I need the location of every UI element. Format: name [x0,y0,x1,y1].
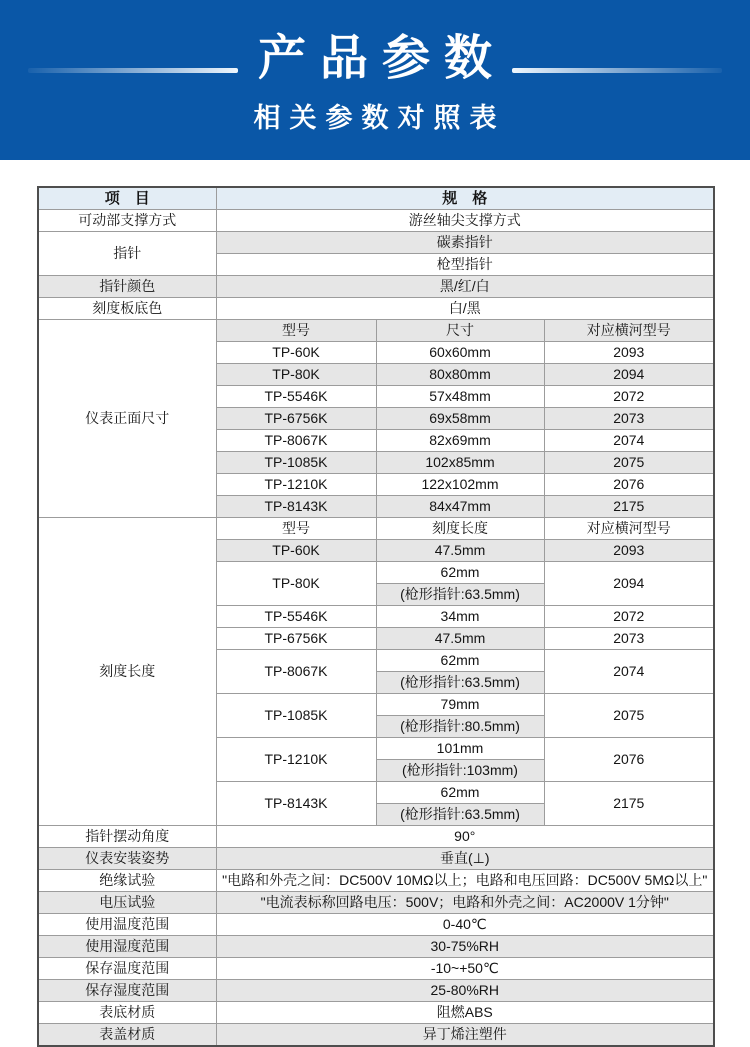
table-row [38,210,714,232]
header-banner [0,0,750,160]
table-row [38,1024,714,1047]
table-cell: 102x85mm [376,452,544,474]
table-cell: TP-5546K [216,606,376,628]
table-cell: 90° [216,826,714,848]
table-row [38,187,714,210]
table-cell: 2094 [544,562,714,606]
table-cell: 2175 [544,782,714,826]
table-cell: 25-80%RH [216,980,714,1002]
table-row [38,232,714,254]
table-row [38,870,714,892]
table-cell: 2075 [544,452,714,474]
table-cell: 异丁烯注塑件 [216,1024,714,1047]
table-cell: 0-40℃ [216,914,714,936]
table-cell: 型号 [216,320,376,342]
table-cell: 绝缘试验 [38,870,216,892]
table-cell: 122x102mm [376,474,544,496]
table-cell: 34mm [376,606,544,628]
table-cell: 47.5mm [376,628,544,650]
table-cell: TP-6756K [216,628,376,650]
table-cell: 2073 [544,408,714,430]
table-cell: 62mm [376,562,544,584]
table-cell: 电压试验 [38,892,216,914]
table-cell: 82x69mm [376,430,544,452]
table-cell: 47.5mm [376,540,544,562]
spec-table [37,186,715,1047]
table-cell: 2074 [544,430,714,452]
table-cell: 2074 [544,650,714,694]
table-row [38,320,714,342]
table-row [38,936,714,958]
table-cell: TP-6756K [216,408,376,430]
table-cell: TP-1085K [216,452,376,474]
table-cell: 使用湿度范围 [38,936,216,958]
table-cell: (枪形指针:63.5mm) [376,672,544,694]
table-cell: 2175 [544,496,714,518]
table-cell: TP-1210K [216,474,376,496]
table-cell: 101mm [376,738,544,760]
table-cell: 仪表正面尺寸 [38,320,216,518]
table-row [38,298,714,320]
table-cell: 可动部支撑方式 [38,210,216,232]
table-cell: TP-8067K [216,430,376,452]
table-cell: 白/黑 [216,298,714,320]
decor-line-right [512,68,722,73]
table-cell: 对应横河型号 [544,518,714,540]
table-cell: TP-80K [216,562,376,606]
table-cell: "电流表标称回路电压：500V；电路和外壳之间：AC2000V 1分钟" [216,892,714,914]
table-cell: "电路和外壳之间：DC500V 10MΩ以上；电路和电压回路：DC500V 5MΩ以上" [216,870,714,892]
table-cell: 使用温度范围 [38,914,216,936]
table-cell: 碳素指针 [216,232,714,254]
table-cell: 57x48mm [376,386,544,408]
table-cell: TP-8143K [216,782,376,826]
table-cell: 指针 [38,232,216,276]
table-cell: 60x60mm [376,342,544,364]
table-cell: 2072 [544,386,714,408]
column-header: 项 目 [38,187,216,210]
table-cell: 枪型指针 [216,254,714,276]
table-cell: 指针颜色 [38,276,216,298]
table-row [38,276,714,298]
table-cell: 62mm [376,650,544,672]
table-cell: 型号 [216,518,376,540]
table-cell: 指针摆动角度 [38,826,216,848]
table-cell: 80x80mm [376,364,544,386]
table-cell: TP-8067K [216,650,376,694]
table-row [38,1002,714,1024]
table-cell: 表底材质 [38,1002,216,1024]
page-title: 产品参数 [257,32,506,85]
table-cell: 84x47mm [376,496,544,518]
table-cell: 2072 [544,606,714,628]
table-cell: (枪形指针:80.5mm) [376,716,544,738]
table-cell: 2075 [544,694,714,738]
table-cell: 30-75%RH [216,936,714,958]
table-cell: 刻度板底色 [38,298,216,320]
table-cell: 阻燃ABS [216,1002,714,1024]
column-header: 规 格 [216,187,714,210]
table-cell: 黑/红/白 [216,276,714,298]
table-cell: 69x58mm [376,408,544,430]
table-cell: TP-5546K [216,386,376,408]
table-row [38,958,714,980]
table-cell: TP-80K [216,364,376,386]
table-cell: 保存温度范围 [38,958,216,980]
table-cell: 62mm [376,782,544,804]
table-cell: 刻度长度 [376,518,544,540]
table-cell: TP-1210K [216,738,376,782]
table-cell: 2093 [544,540,714,562]
table-cell: 仪表安装姿势 [38,848,216,870]
table-cell: TP-1085K [216,694,376,738]
table-cell: TP-8143K [216,496,376,518]
table-cell: TP-60K [216,342,376,364]
table-cell: 2093 [544,342,714,364]
table-cell: 79mm [376,694,544,716]
table-cell: 垂直(⊥) [216,848,714,870]
table-row [38,848,714,870]
table-cell: 对应横河型号 [544,320,714,342]
table-cell: 2076 [544,738,714,782]
table-row [38,980,714,1002]
spec-table-body [38,187,714,1046]
table-cell: 尺寸 [376,320,544,342]
table-row [38,518,714,540]
banner-subtitle: 相关参数对照表 [253,103,506,133]
table-row [38,892,714,914]
table-cell: 2094 [544,364,714,386]
table-cell: 游丝轴尖支撑方式 [216,210,714,232]
table-cell: (枪形指针:63.5mm) [376,804,544,826]
table-cell: 刻度长度 [38,518,216,826]
table-cell: TP-60K [216,540,376,562]
table-cell: 2073 [544,628,714,650]
decor-line-left [28,68,238,73]
table-cell: 表盖材质 [38,1024,216,1047]
table-cell: -10~+50℃ [216,958,714,980]
table-row [38,826,714,848]
table-cell: 2076 [544,474,714,496]
table-cell: (枪形指针:63.5mm) [376,584,544,606]
table-cell: 保存湿度范围 [38,980,216,1002]
table-cell: (枪形指针:103mm) [376,760,544,782]
table-row [38,914,714,936]
